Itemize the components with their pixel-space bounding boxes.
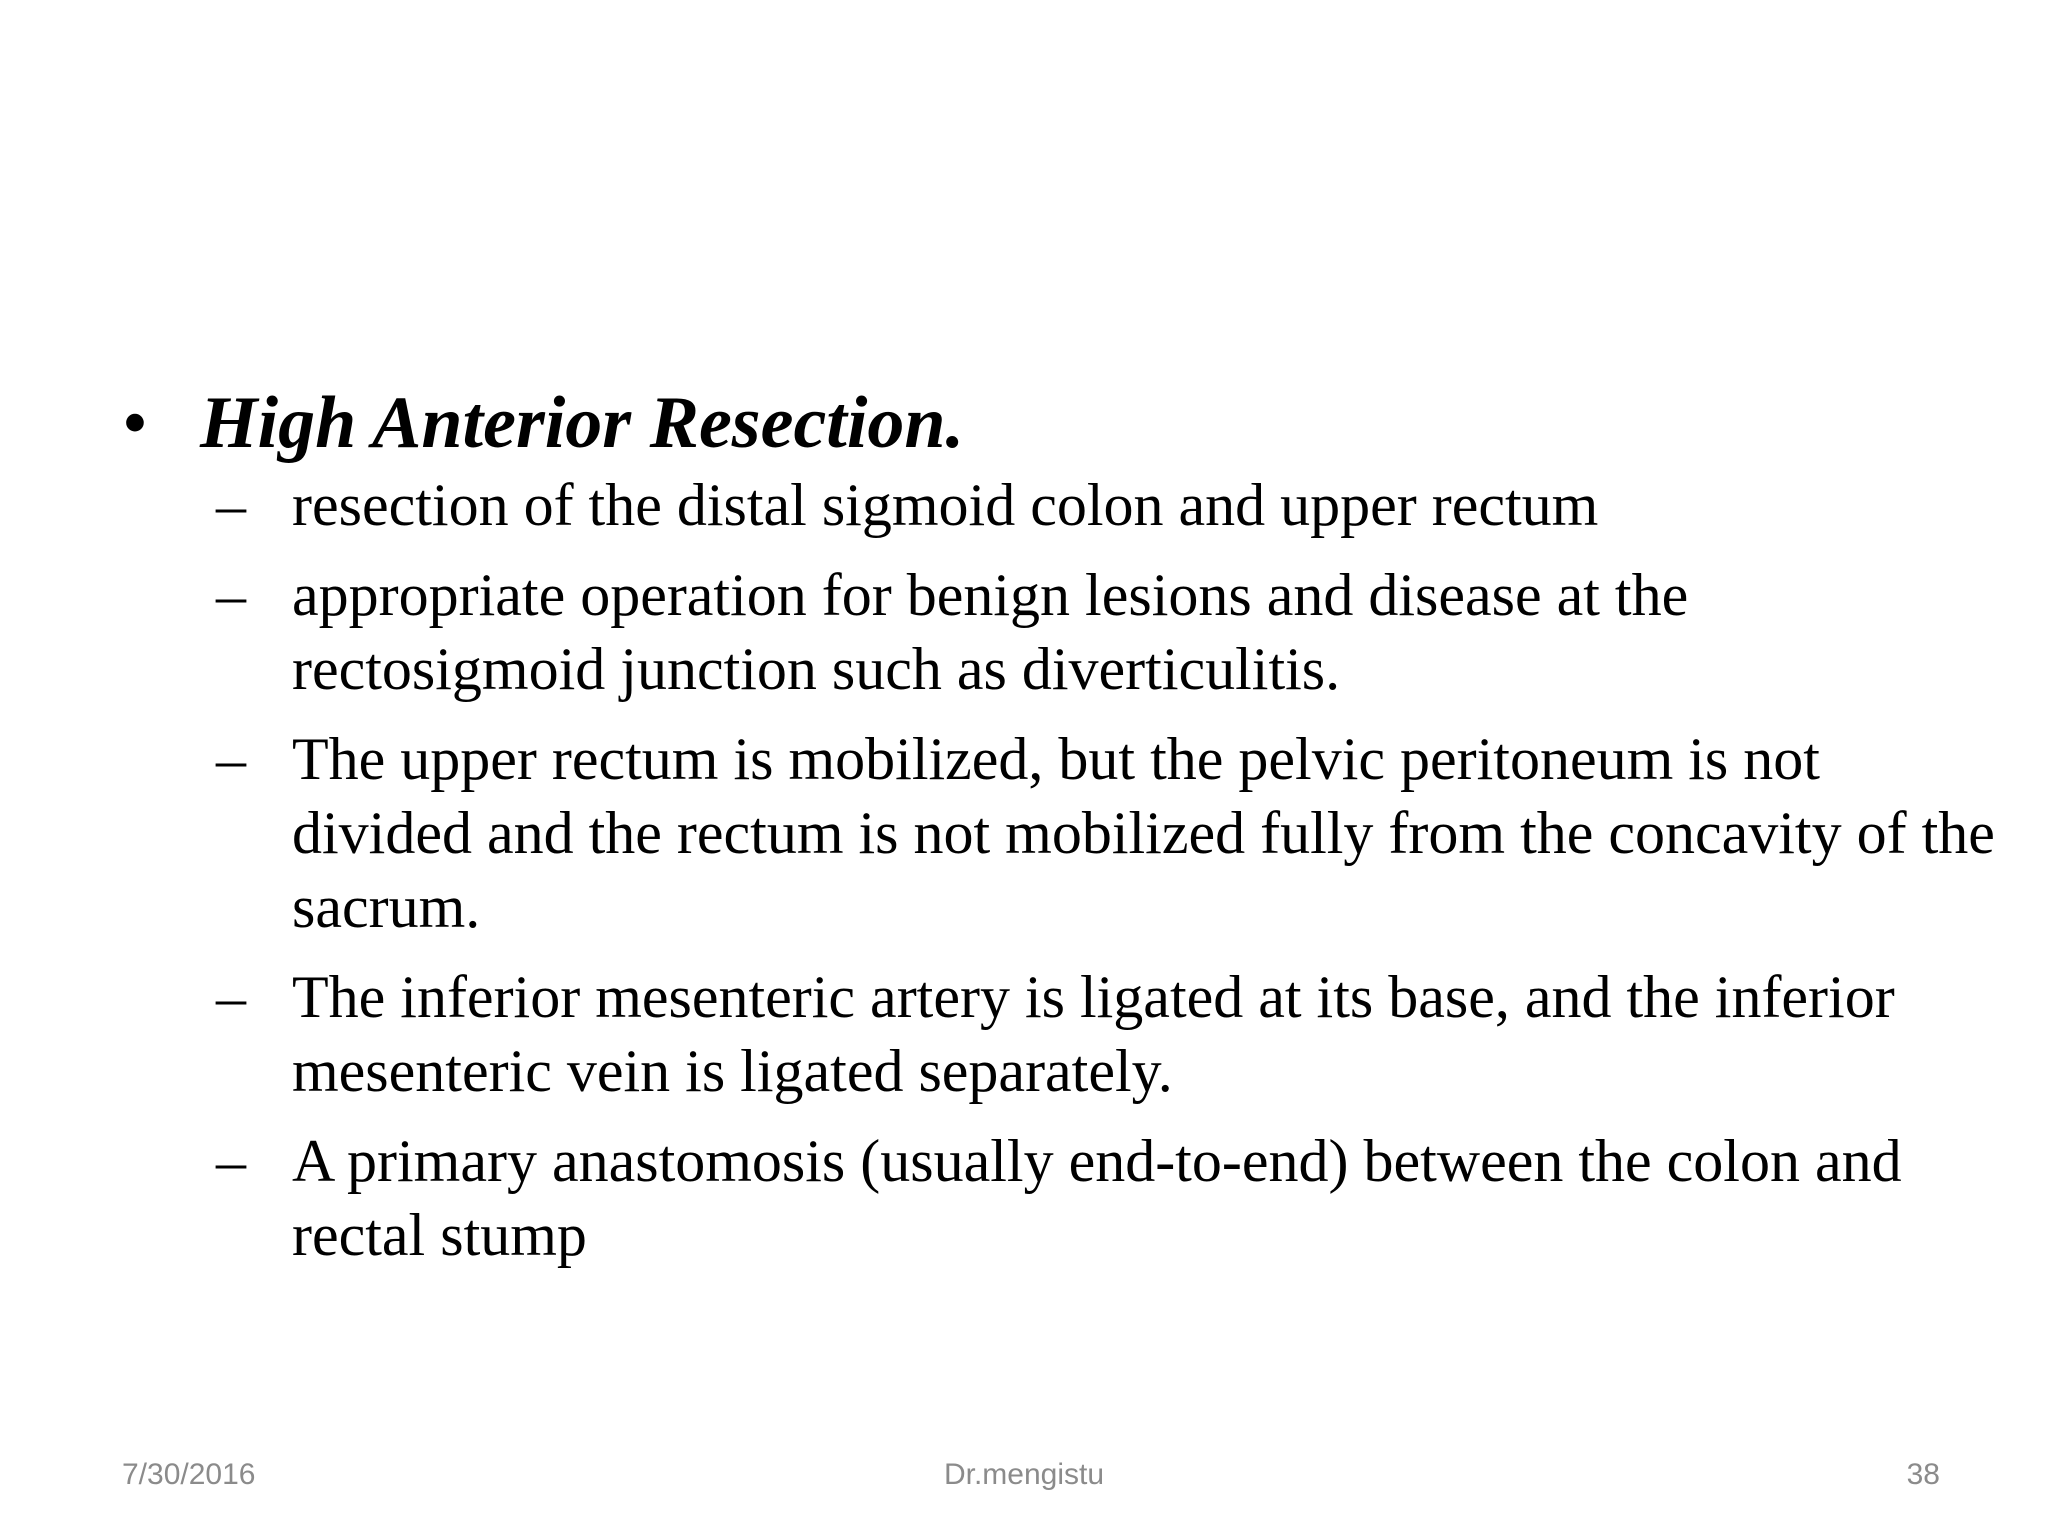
sub-point bbox=[216, 558, 2002, 706]
sub-point-text: The inferior mesenteric artery is ligated at its base, and the inferior mesenteric vein is ligated separately. bbox=[292, 964, 1895, 1104]
sub-point-text: resection of the distal sigmoid colon and upper rectum bbox=[292, 472, 1599, 538]
sub-point bbox=[216, 960, 2002, 1108]
bullet-marker: • bbox=[122, 382, 148, 464]
slide-body bbox=[122, 378, 2002, 1272]
footer-date: 7/30/2016 bbox=[122, 1458, 256, 1491]
sub-point-text: appropriate operation for benign lesions and disease at the rectosigmoid junction such as diverticulitis. bbox=[292, 562, 1689, 702]
sub-point-text: A primary anastomosis (usually end-to-end) between the colon and rectal stump bbox=[292, 1128, 1902, 1268]
dash-marker: – bbox=[216, 726, 246, 792]
dash-marker: – bbox=[216, 964, 246, 1030]
footer-page-number: 38 bbox=[1906, 1458, 1940, 1491]
dash-marker: – bbox=[216, 562, 246, 628]
main-bullet bbox=[122, 378, 2002, 468]
dash-marker: – bbox=[216, 1128, 246, 1194]
sub-point bbox=[216, 468, 2002, 542]
footer-author: Dr.mengistu bbox=[943, 1458, 1105, 1491]
sub-point bbox=[216, 722, 2002, 944]
sub-point-list bbox=[122, 468, 2002, 1272]
slide-heading: High Anterior Resection. bbox=[200, 382, 965, 464]
sub-point bbox=[216, 1124, 2002, 1272]
dash-marker: – bbox=[216, 472, 246, 538]
sub-point-text: The upper rectum is mobilized, but the pelvic peritoneum is not divided and the rectum is not mobilized fully from the concavity of the sacrum. bbox=[292, 726, 1995, 940]
